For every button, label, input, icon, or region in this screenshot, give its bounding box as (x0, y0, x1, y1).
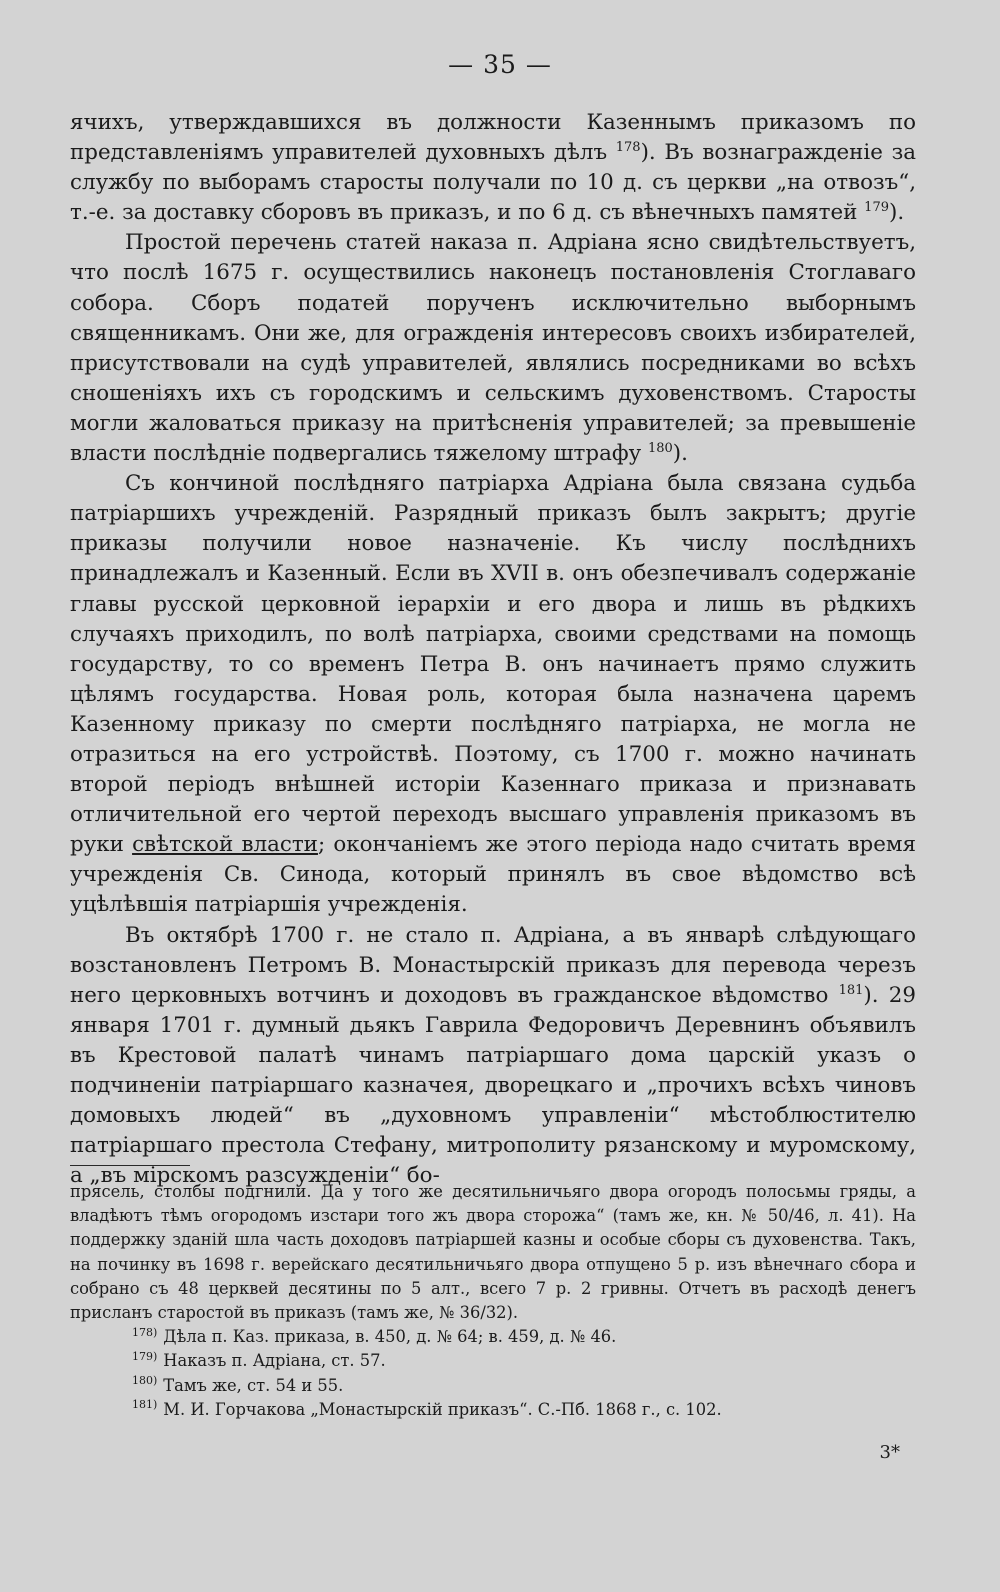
page-number: — 35 — (448, 50, 552, 79)
footnotes (70, 1180, 916, 1422)
footnote-continuation: прясель, столбы подгнили. Да у того же десятильничьяго двора огородъ полосьмы гряды, а владѣютъ тѣмъ огородомъ изстари того жъ двора сторожа“ (тамъ же, кн. № 50/46, л. 41). На поддержку зданій шла часть доходовъ патріаршей казны и особые сборы съ духовенства. Такъ, на починку въ 1698 г. верейскаго десятильничьяго двора отпущено 5 р. изъ вѣнечнаго сбора и собрано съ 48 церквей десятины по 5 алт., всего 7 р. 2 гривны. Отчетъ въ расходѣ денегъ присланъ старостой въ приказъ (тамъ же, № 36/32). (70, 1182, 916, 1323)
footnote-ref-178: 178 (615, 139, 641, 155)
paragraph-text: ). (889, 200, 905, 226)
footnote-text: М. И. Горчакова „Монастырскій приказъ“. С.-Пб. 1868 г., с. 102. (163, 1399, 722, 1419)
footnote-179 (70, 1349, 916, 1373)
paragraph-text: Простой перечень статей наказа п. Адріана ясно свидѣтельствуетъ, что послѣ 1675 г. осуществились наконецъ постановленія Стоглаваго собора. Сборъ податей порученъ исключительно выборнымъ священникамъ. Они же, для огражденія интересовъ своихъ избирателей, присутствовали на судѣ управителей, являлись посредниками во всѣхъ сношеніяхъ ихъ съ городскимъ и сельскимъ духовенствомъ. Старосты могли жаловаться приказу на притѣсненія управителей; за превышеніе власти послѣдніе подвергались тяжелому штрафу (70, 230, 916, 467)
signature-mark: 3* (879, 1442, 900, 1463)
footnote-number: 180) (132, 1374, 158, 1388)
paragraph-text: ячихъ, утверждавшихся въ должности Казеннымъ приказомъ по представленіямъ управителей духовныхъ дѣлъ (70, 110, 916, 166)
paragraph-text: ; окончаніемъ же этого періода надо считать время учрежденія Св. Синода, который принялъ въ свое вѣдомство всѣ уцѣлѣвшія патріаршія учрежденія. (70, 832, 917, 918)
footnote-180 (70, 1374, 916, 1398)
paragraph-2 (70, 228, 916, 469)
body-text (70, 108, 916, 1191)
paragraph-text: ). Въ вознагражденіе за службу по выборамъ старосты получали по 10 д. съ церкви „на отвозъ“, т.-е. за доставку сборовъ въ приказъ, и по 6 д. съ вѣнечныхъ памятей (70, 140, 916, 226)
footnote-ref-180: 180 (647, 440, 673, 456)
paragraph-text: Съ кончиной послѣдняго патріарха Адріана была связана судьба патріаршихъ учрежденій. Разрядный приказъ былъ закрытъ; другіе приказы получили новое назначеніе. Къ числу послѣднихъ принадлежалъ и Казенный. Если въ XVII в. онъ обезпечивалъ содержаніе главы русской церковной іерархіи и его двора и лишь въ рѣдкихъ случаяхъ приходилъ, по волѣ патріарха, своими средствами на помощь государству, то со временъ Петра В. онъ начинаетъ прямо служить цѣлямъ государства. Новая роль, которая была назначена царемъ Казенному приказу по смерти послѣдняго патріарха, не могла не отразиться на его устройствѣ. Поэтому, съ 1700 г. можно начинать второй періодъ внѣшней исторіи Казеннаго приказа и признавать отличительной его чертой переходъ высшаго управленія приказомъ въ руки (70, 471, 916, 858)
paragraph-1 (70, 108, 916, 228)
footnote-text: Тамъ же, ст. 54 и 55. (163, 1375, 344, 1395)
footnote-number: 181) (132, 1398, 158, 1412)
footnote-181 (70, 1398, 916, 1422)
paragraph-4 (70, 921, 916, 1192)
underlined-phrase: свѣтской власти (132, 832, 318, 858)
paragraph-text: Въ октябрѣ 1700 г. не стало п. Адріана, а въ январѣ слѣдующаго возстановленъ Петромъ В. Монастырскій приказъ для перевода черезъ него церковныхъ вотчинъ и доходовъ въ гражданское вѣдомство (70, 922, 916, 1008)
footnote-number: 178) (132, 1325, 158, 1339)
footnote-text: Наказъ п. Адріана, ст. 57. (163, 1351, 386, 1371)
footnote-ref-179: 179 (864, 200, 889, 216)
paragraph-3 (70, 469, 916, 920)
footnote-ref-181: 181 (838, 982, 864, 998)
paragraph-text: ). (672, 441, 688, 467)
footnote-178 (70, 1325, 916, 1349)
footnote-number: 179) (132, 1350, 158, 1363)
paragraph-text: ). 29 января 1701 г. думный дьякъ Гаврила Федоровичъ Деревнинъ объявилъ въ Крестовой палатѣ чинамъ патріаршаго дома царскій указъ о подчиненіи патріаршаго казначея, дворецкаго и „прочихъ всѣхъ чиновъ домовыхъ людей“ въ „духовномъ управленіи“ мѣстоблюстителю патріаршаго престола Стефану, митрополиту рязанскому и муромскому, а „въ мірскомъ разсужденіи“ бо- (70, 982, 916, 1189)
footnote-text: Дѣла п. Каз. приказа, в. 450, д. № 64; в. 459, д. № 46. (163, 1327, 617, 1347)
footnote-divider (70, 1165, 190, 1166)
